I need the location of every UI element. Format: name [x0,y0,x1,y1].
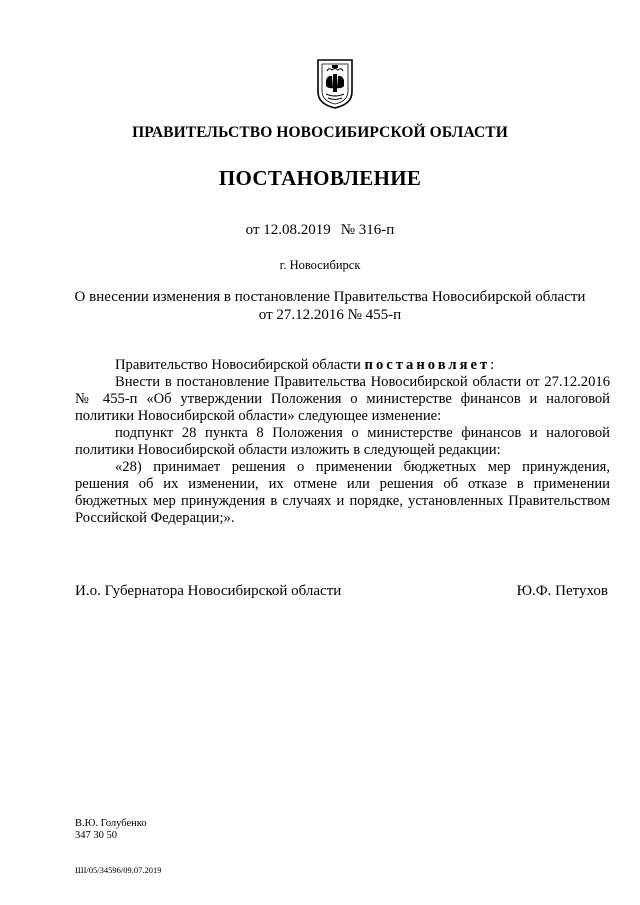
signatory-position: И.о. Губернатора Новосибирской области [75,583,342,599]
document-date: от 12.08.2019 [245,222,331,238]
intro-verb: постановляет [364,357,491,373]
intro-prefix: Правительство Новосибирской области [115,357,361,373]
intro-suffix: : [490,357,495,373]
organization-name: ПРАВИТЕЛЬСТВО НОВОСИБИРСКОЙ ОБЛАСТИ [132,124,508,141]
intro-paragraph [75,357,610,374]
document-code: ШI/05/34596/09.07.2019 [75,865,162,875]
subject-line-1: О внесении изменения в постановление Правительства Новосибирской области [74,289,586,305]
executor-name: В.Ю. Голубенко [75,818,147,829]
document-type-title: ПОСТАНОВЛЕНИЕ [218,166,422,190]
body-paragraph-1: Внести в постановление Правительства Новосибирской области от 27.12.2016 № 455-п «Об утверждении Положения о министерстве финансов и налоговой политики Новосибирской области» следующее изменение: [75,374,610,424]
executor-info [75,818,147,842]
body-paragraph-2: подпункт 28 пункта 8 Положения о министерстве финансов и налоговой политики Новосибирской области изложить в следующей редакции: [75,425,610,458]
document-date-number [0,222,640,239]
subject-line-2: от 27.12.2016 № 455-п [258,307,402,323]
document-number: № 316-п [340,222,395,238]
body-paragraph-3: «28) принимает решения о применении бюджетных мер принуждения, решения об их изменении, их отмене или решения об отказе в применении бюджетных мер принуждения в случаях и порядке, установленных Правительством Российской Федерации;». [75,459,610,526]
document-body [75,357,610,527]
document-city: г. Новосибирск [279,258,361,272]
document-subject [60,288,600,324]
signatory-name: Ю.Ф. Петухов [516,583,608,599]
coat-of-arms-icon [316,58,354,110]
executor-phone: 347 30 50 [75,830,117,841]
